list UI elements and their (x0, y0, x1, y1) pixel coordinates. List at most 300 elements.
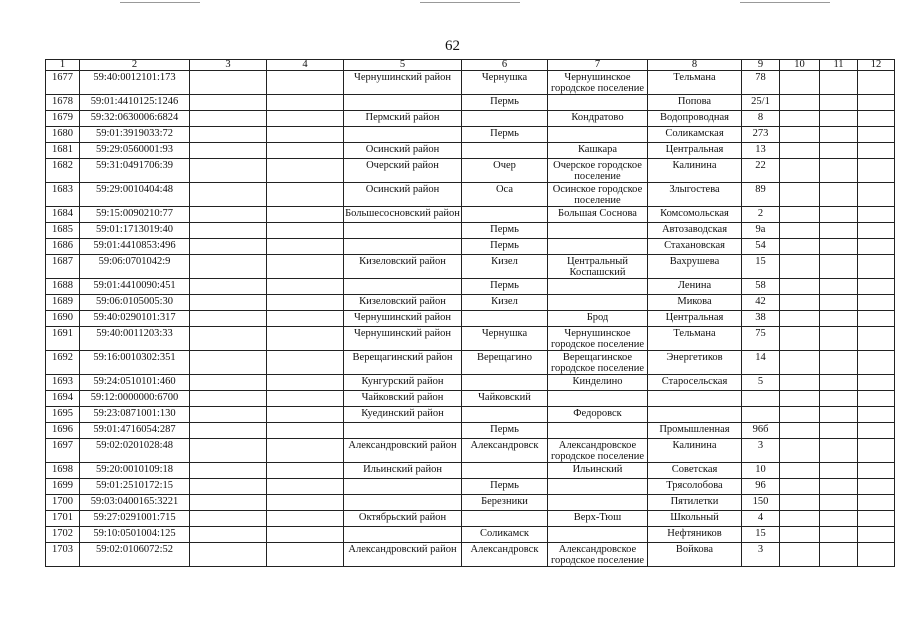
column-header: 2 (80, 60, 190, 71)
column-11-cell (820, 407, 858, 423)
column-10-cell (780, 495, 820, 511)
street-cell (648, 407, 742, 423)
column-3-cell (190, 295, 267, 311)
table-row (46, 279, 895, 295)
column-12-cell (858, 495, 895, 511)
house-number-cell: 54 (742, 239, 780, 255)
column-4-cell (267, 279, 344, 295)
house-number-cell: 10 (742, 463, 780, 479)
table-row (46, 311, 895, 327)
row-number-cell: 1678 (46, 95, 80, 111)
house-number-cell: 5 (742, 375, 780, 391)
row-number-cell: 1685 (46, 223, 80, 239)
table-row (46, 295, 895, 311)
row-number-cell: 1687 (46, 255, 80, 279)
row-number-cell: 1700 (46, 495, 80, 511)
cadastral-number-cell: 59:02:0201028:48 (80, 439, 190, 463)
column-11-cell (820, 95, 858, 111)
settlement-cell: Александровское городское поселение (548, 543, 648, 567)
row-number-cell: 1699 (46, 479, 80, 495)
row-number-cell: 1692 (46, 351, 80, 375)
settlement-cell (548, 479, 648, 495)
row-number-cell: 1693 (46, 375, 80, 391)
column-10-cell (780, 439, 820, 463)
column-10-cell (780, 127, 820, 143)
column-header: 8 (648, 60, 742, 71)
settlement-cell (548, 239, 648, 255)
street-cell: Нефтяников (648, 527, 742, 543)
column-10-cell (780, 479, 820, 495)
settlement-cell (548, 423, 648, 439)
street-cell: Советская (648, 463, 742, 479)
column-12-cell (858, 255, 895, 279)
house-number-cell: 150 (742, 495, 780, 511)
column-11-cell (820, 351, 858, 375)
column-3-cell (190, 439, 267, 463)
row-number-cell: 1684 (46, 207, 80, 223)
column-3-cell (190, 239, 267, 255)
column-4-cell (267, 423, 344, 439)
settlement-cell (548, 223, 648, 239)
cadastral-number-cell: 59:01:2510172:15 (80, 479, 190, 495)
column-4-cell (267, 351, 344, 375)
column-10-cell (780, 95, 820, 111)
column-11-cell (820, 439, 858, 463)
cadastral-number-cell: 59:31:0491706:39 (80, 159, 190, 183)
street-cell (648, 391, 742, 407)
cadastral-number-cell: 59:06:0105005:30 (80, 295, 190, 311)
city-cell (462, 111, 548, 127)
top-rule-center (420, 2, 520, 3)
column-3-cell (190, 351, 267, 375)
table-row (46, 207, 895, 223)
street-cell: Стахановская (648, 239, 742, 255)
column-11-cell (820, 495, 858, 511)
settlement-cell: Очерское городское поселение (548, 159, 648, 183)
column-4-cell (267, 111, 344, 127)
city-cell: Соликамск (462, 527, 548, 543)
column-3-cell (190, 527, 267, 543)
district-cell: Очерский район (344, 159, 462, 183)
row-number-cell: 1698 (46, 463, 80, 479)
city-cell: Александровск (462, 439, 548, 463)
column-10-cell (780, 255, 820, 279)
district-cell (344, 479, 462, 495)
column-11-cell (820, 511, 858, 527)
settlement-cell: Кондратово (548, 111, 648, 127)
settlement-cell: Чернушинское городское поселение (548, 71, 648, 95)
top-rule-left (120, 2, 200, 3)
column-11-cell (820, 159, 858, 183)
column-header: 12 (858, 60, 895, 71)
row-number-cell: 1686 (46, 239, 80, 255)
column-12-cell (858, 159, 895, 183)
city-cell: Пермь (462, 423, 548, 439)
table-row (46, 223, 895, 239)
column-12-cell (858, 511, 895, 527)
column-4-cell (267, 407, 344, 423)
city-cell: Пермь (462, 223, 548, 239)
column-header: 5 (344, 60, 462, 71)
house-number-cell: 38 (742, 311, 780, 327)
column-12-cell (858, 239, 895, 255)
house-number-cell: 4 (742, 511, 780, 527)
registry-rows (46, 71, 895, 567)
district-cell (344, 239, 462, 255)
column-3-cell (190, 511, 267, 527)
row-number-cell: 1695 (46, 407, 80, 423)
district-cell: Большесосновский район (344, 207, 462, 223)
column-10-cell (780, 463, 820, 479)
settlement-cell: Верещагинское городское поселение (548, 351, 648, 375)
district-cell: Чернушинский район (344, 327, 462, 351)
column-12-cell (858, 183, 895, 207)
column-12-cell (858, 95, 895, 111)
cadastral-number-cell: 59:10:0501004:125 (80, 527, 190, 543)
house-number-cell: 42 (742, 295, 780, 311)
column-10-cell (780, 279, 820, 295)
column-3-cell (190, 111, 267, 127)
column-3-cell (190, 255, 267, 279)
registry-table (45, 59, 895, 567)
city-cell: Пермь (462, 239, 548, 255)
district-cell: Осинский район (344, 143, 462, 159)
column-3-cell (190, 95, 267, 111)
column-3-cell (190, 391, 267, 407)
table-row (46, 95, 895, 111)
cadastral-number-cell: 59:01:4410853:496 (80, 239, 190, 255)
column-12-cell (858, 375, 895, 391)
settlement-cell (548, 295, 648, 311)
column-4-cell (267, 543, 344, 567)
house-number-cell: 13 (742, 143, 780, 159)
cadastral-number-cell: 59:29:0010404:48 (80, 183, 190, 207)
settlement-cell: Федоровск (548, 407, 648, 423)
column-3-cell (190, 375, 267, 391)
cadastral-number-cell: 59:40:0290101:317 (80, 311, 190, 327)
row-number-cell: 1688 (46, 279, 80, 295)
column-4-cell (267, 159, 344, 183)
cadastral-number-cell: 59:20:0010109:18 (80, 463, 190, 479)
column-4-cell (267, 511, 344, 527)
settlement-cell: Кинделино (548, 375, 648, 391)
row-number-cell: 1690 (46, 311, 80, 327)
column-12-cell (858, 439, 895, 463)
house-number-cell: 9а (742, 223, 780, 239)
house-number-cell: 75 (742, 327, 780, 351)
district-cell: Куединский район (344, 407, 462, 423)
column-10-cell (780, 295, 820, 311)
table-row (46, 327, 895, 351)
column-10-cell (780, 351, 820, 375)
column-11-cell (820, 527, 858, 543)
city-cell: Кизел (462, 295, 548, 311)
table-row (46, 479, 895, 495)
column-3-cell (190, 543, 267, 567)
column-4-cell (267, 439, 344, 463)
row-number-cell: 1703 (46, 543, 80, 567)
settlement-cell: Осинское городское поселение (548, 183, 648, 207)
column-4-cell (267, 311, 344, 327)
settlement-cell (548, 391, 648, 407)
house-number-cell: 8 (742, 111, 780, 127)
settlement-cell (548, 127, 648, 143)
house-number-cell: 15 (742, 527, 780, 543)
column-12-cell (858, 71, 895, 95)
district-cell: Осинский район (344, 183, 462, 207)
district-cell (344, 95, 462, 111)
column-3-cell (190, 479, 267, 495)
city-cell: Оса (462, 183, 548, 207)
column-11-cell (820, 127, 858, 143)
column-header: 9 (742, 60, 780, 71)
row-number-cell: 1691 (46, 327, 80, 351)
city-cell (462, 407, 548, 423)
column-11-cell (820, 327, 858, 351)
table-row (46, 511, 895, 527)
row-number-cell: 1682 (46, 159, 80, 183)
street-cell: Школьный (648, 511, 742, 527)
column-12-cell (858, 391, 895, 407)
district-cell: Чернушинский район (344, 71, 462, 95)
street-cell: Микова (648, 295, 742, 311)
city-cell: Чайковский (462, 391, 548, 407)
cadastral-number-cell: 59:01:1713019:40 (80, 223, 190, 239)
settlement-cell: Кашкара (548, 143, 648, 159)
column-3-cell (190, 207, 267, 223)
settlement-cell (548, 527, 648, 543)
district-cell: Верещагинский район (344, 351, 462, 375)
column-header: 7 (548, 60, 648, 71)
column-10-cell (780, 159, 820, 183)
street-cell: Автозаводская (648, 223, 742, 239)
district-cell (344, 279, 462, 295)
cadastral-number-cell: 59:06:0701042:9 (80, 255, 190, 279)
column-4-cell (267, 391, 344, 407)
column-11-cell (820, 279, 858, 295)
settlement-cell (548, 279, 648, 295)
settlement-cell: Ильинский (548, 463, 648, 479)
city-cell (462, 511, 548, 527)
page-number: 62 (445, 38, 460, 54)
row-number-cell: 1677 (46, 71, 80, 95)
city-cell: Кизел (462, 255, 548, 279)
house-number-cell: 25/1 (742, 95, 780, 111)
column-3-cell (190, 407, 267, 423)
street-cell: Калинина (648, 439, 742, 463)
column-10-cell (780, 207, 820, 223)
district-cell: Кизеловский район (344, 255, 462, 279)
column-12-cell (858, 463, 895, 479)
street-cell: Комсомольская (648, 207, 742, 223)
cadastral-number-cell: 59:01:4716054:287 (80, 423, 190, 439)
column-header: 4 (267, 60, 344, 71)
city-cell: Чернушка (462, 71, 548, 95)
column-11-cell (820, 375, 858, 391)
column-10-cell (780, 71, 820, 95)
row-number-cell: 1689 (46, 295, 80, 311)
district-cell (344, 495, 462, 511)
row-number-cell: 1702 (46, 527, 80, 543)
district-cell: Октябрьский район (344, 511, 462, 527)
city-cell (462, 375, 548, 391)
street-cell: Водопроводная (648, 111, 742, 127)
city-cell: Пермь (462, 95, 548, 111)
house-number-cell: 2 (742, 207, 780, 223)
column-11-cell (820, 423, 858, 439)
column-4-cell (267, 71, 344, 95)
table-row (46, 495, 895, 511)
settlement-cell: Центральный Коспашский (548, 255, 648, 279)
district-cell (344, 527, 462, 543)
cadastral-number-cell: 59:15:0090210:77 (80, 207, 190, 223)
column-header: 3 (190, 60, 267, 71)
column-4-cell (267, 239, 344, 255)
city-cell: Очер (462, 159, 548, 183)
column-3-cell (190, 327, 267, 351)
column-10-cell (780, 391, 820, 407)
cadastral-number-cell: 59:02:0106072:52 (80, 543, 190, 567)
table-row (46, 543, 895, 567)
column-11-cell (820, 311, 858, 327)
column-12-cell (858, 207, 895, 223)
district-cell: Александровский район (344, 543, 462, 567)
settlement-cell: Большая Соснова (548, 207, 648, 223)
house-number-cell: 3 (742, 439, 780, 463)
column-3-cell (190, 223, 267, 239)
cadastral-number-cell: 59:40:0011203:33 (80, 327, 190, 351)
column-3-cell (190, 143, 267, 159)
column-4-cell (267, 143, 344, 159)
house-number-cell: 96 (742, 479, 780, 495)
row-number-cell: 1679 (46, 111, 80, 127)
column-10-cell (780, 511, 820, 527)
table-row (46, 111, 895, 127)
district-cell (344, 423, 462, 439)
column-3-cell (190, 495, 267, 511)
column-10-cell (780, 407, 820, 423)
column-12-cell (858, 327, 895, 351)
table-row (46, 463, 895, 479)
column-10-cell (780, 543, 820, 567)
street-cell: Энергетиков (648, 351, 742, 375)
cadastral-number-cell: 59:03:0400165:3221 (80, 495, 190, 511)
district-cell (344, 223, 462, 239)
column-12-cell (858, 423, 895, 439)
city-cell: Пермь (462, 127, 548, 143)
table-row (46, 159, 895, 183)
column-10-cell (780, 527, 820, 543)
column-11-cell (820, 143, 858, 159)
cadastral-number-cell: 59:23:0871001:130 (80, 407, 190, 423)
settlement-cell: Брод (548, 311, 648, 327)
column-4-cell (267, 327, 344, 351)
column-11-cell (820, 111, 858, 127)
column-12-cell (858, 527, 895, 543)
column-3-cell (190, 183, 267, 207)
house-number-cell: 3 (742, 543, 780, 567)
row-number-cell: 1701 (46, 511, 80, 527)
column-10-cell (780, 311, 820, 327)
street-cell: Вахрушева (648, 255, 742, 279)
column-12-cell (858, 351, 895, 375)
column-12-cell (858, 543, 895, 567)
cadastral-number-cell: 59:40:0012101:173 (80, 71, 190, 95)
column-header: 1 (46, 60, 80, 71)
column-11-cell (820, 295, 858, 311)
column-12-cell (858, 223, 895, 239)
city-cell: Александровск (462, 543, 548, 567)
column-11-cell (820, 391, 858, 407)
table-row (46, 183, 895, 207)
city-cell: Пермь (462, 479, 548, 495)
column-12-cell (858, 407, 895, 423)
cadastral-number-cell: 59:29:0560001:93 (80, 143, 190, 159)
city-cell: Березники (462, 495, 548, 511)
table-row (46, 71, 895, 95)
column-4-cell (267, 295, 344, 311)
column-11-cell (820, 255, 858, 279)
settlement-cell: Александровское городское поселение (548, 439, 648, 463)
city-cell: Пермь (462, 279, 548, 295)
column-12-cell (858, 311, 895, 327)
row-number-cell: 1696 (46, 423, 80, 439)
column-4-cell (267, 527, 344, 543)
street-cell: Ленина (648, 279, 742, 295)
table-row (46, 351, 895, 375)
row-number-cell: 1683 (46, 183, 80, 207)
column-header: 10 (780, 60, 820, 71)
column-3-cell (190, 311, 267, 327)
table-row (46, 391, 895, 407)
row-number-cell: 1694 (46, 391, 80, 407)
district-cell: Пермский район (344, 111, 462, 127)
column-10-cell (780, 183, 820, 207)
table-row (46, 407, 895, 423)
column-10-cell (780, 223, 820, 239)
column-12-cell (858, 479, 895, 495)
column-10-cell (780, 239, 820, 255)
column-11-cell (820, 183, 858, 207)
column-3-cell (190, 159, 267, 183)
column-11-cell (820, 71, 858, 95)
street-cell: Центральная (648, 311, 742, 327)
column-4-cell (267, 183, 344, 207)
district-cell: Чайковский район (344, 391, 462, 407)
column-11-cell (820, 223, 858, 239)
table-row (46, 375, 895, 391)
column-4-cell (267, 375, 344, 391)
column-4-cell (267, 495, 344, 511)
row-number-cell: 1697 (46, 439, 80, 463)
column-11-cell (820, 463, 858, 479)
city-cell: Верещагино (462, 351, 548, 375)
district-cell: Кизеловский район (344, 295, 462, 311)
table-row (46, 423, 895, 439)
cadastral-number-cell: 59:01:4410090:451 (80, 279, 190, 295)
column-10-cell (780, 143, 820, 159)
house-number-cell: 22 (742, 159, 780, 183)
street-cell: Тельмана (648, 71, 742, 95)
table-row (46, 127, 895, 143)
column-12-cell (858, 127, 895, 143)
top-rule-right (740, 2, 830, 3)
house-number-cell: 78 (742, 71, 780, 95)
column-11-cell (820, 239, 858, 255)
street-cell: Центральная (648, 143, 742, 159)
column-header: 6 (462, 60, 548, 71)
column-4-cell (267, 223, 344, 239)
